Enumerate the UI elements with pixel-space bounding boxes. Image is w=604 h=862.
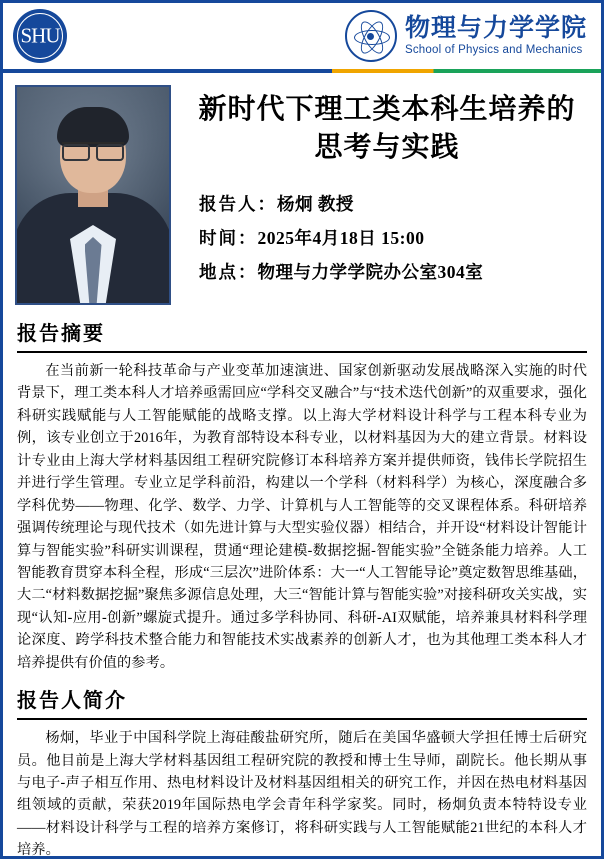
meta-time-value: 2025年4月18日 15:00	[257, 227, 425, 248]
page-title: 新时代下理工类本科生培养的思考与实践	[198, 94, 576, 163]
meta-place-label: 地点：	[199, 261, 258, 282]
meta-time-label: 时间：	[199, 227, 258, 248]
portrait-hair	[57, 107, 129, 147]
poster-header	[3, 3, 601, 73]
school-branding	[345, 10, 587, 62]
school-name-block	[405, 16, 587, 56]
meta-speaker-label: 报告人：	[199, 193, 277, 214]
meta-place-value: 物理与力学学院办公室304室	[257, 261, 484, 282]
speaker-portrait	[15, 85, 171, 305]
abstract-text: 在当前新一轮科技革命与产业变革加速演进、国家创新驱动发展战略深入实施的时代背景下，理工类本科人才培养亟需回应“学科交叉融合”与“技术迭代创新”的双重要求，强化科研实践赋能与人工智能赋能的战略支撑。以上海大学材料设计科学与工程本科专业为例，该专业创立于2016年，为教育部特设本科专业，以材料基因为大的建立背景。材料设计专业由上海大学材料基因组工程研究院修订本科培养方案并提供师资，钱伟长学院招生并进行学生管理。专业立足学科前沿，构建以一个学科（材料科学）为核心，深度融合多学科优势——物理、化学、数学、力学、计算机与人工智能等的交叉课程体系。科研培养强调传统理论与现代技术（如先进计算与大型实验仪器）相结合，并开设“材料设计智能计算与智能实验”科研实训课程，贯通“理论建模-数据挖掘-智能实验”全链条能力培养。人工智能教育贯穿本科全程，形成“三层次”进阶体系：大一“人工智能导论”奠定数智思维基础，大二“材料数据挖掘”聚焦多源信息处理，大三“智能计算与智能实验”对接科研攻关实战，实现“认知-应用-创新”螺旋式提升。通过多学科协同、科研-AI双赋能，培养兼具材料科学理论深度、跨学科技术整合能力和智能技术实战素养的创新人才，也为其他理工类本科人才培养提供有价值的参考。	[17, 363, 587, 671]
school-of-physics-and-mechanics-logo	[345, 10, 397, 62]
shanghai-university-logo	[13, 9, 67, 63]
logo-mark: SHU	[20, 23, 60, 48]
meta-speaker	[199, 187, 589, 221]
title-block	[171, 85, 589, 305]
glasses-icon	[62, 142, 124, 159]
abstract-section	[3, 317, 601, 674]
school-name-en: School of Physics and Mechanics	[404, 44, 583, 57]
bio-heading: 报告人简介	[17, 690, 127, 713]
meta-speaker-value: 杨炯 教授	[277, 193, 354, 214]
abstract-divider	[17, 351, 587, 353]
bio-text: 杨炯，毕业于中国科学院上海硅酸盐研究所，随后在美国华盛顿大学担任博士后研究员。他目前是上海大学材料基因组工程研究院的教授和博士生导师，副院长。他长期从事与电子-声子相互作用、热电材料设计及材料基因组相关的研究工作，并因在热电材料基因组领域的贡献，荣获2019年国际热电学会青年科学家奖。同时，杨炯负责本特特设专业——材料设计科学与工程的培养方案修订，将科研实践与人工智能赋能21世纪的本科人才培养。	[17, 730, 587, 859]
meta-place	[199, 255, 589, 289]
meta-time	[199, 221, 589, 255]
abstract-heading: 报告摘要	[17, 323, 105, 345]
talk-meta	[185, 187, 589, 289]
bio-divider	[17, 718, 587, 720]
poster-top-section	[3, 73, 601, 311]
school-name-cn: 物理与力学学院	[404, 14, 587, 42]
bio-section	[3, 684, 601, 862]
